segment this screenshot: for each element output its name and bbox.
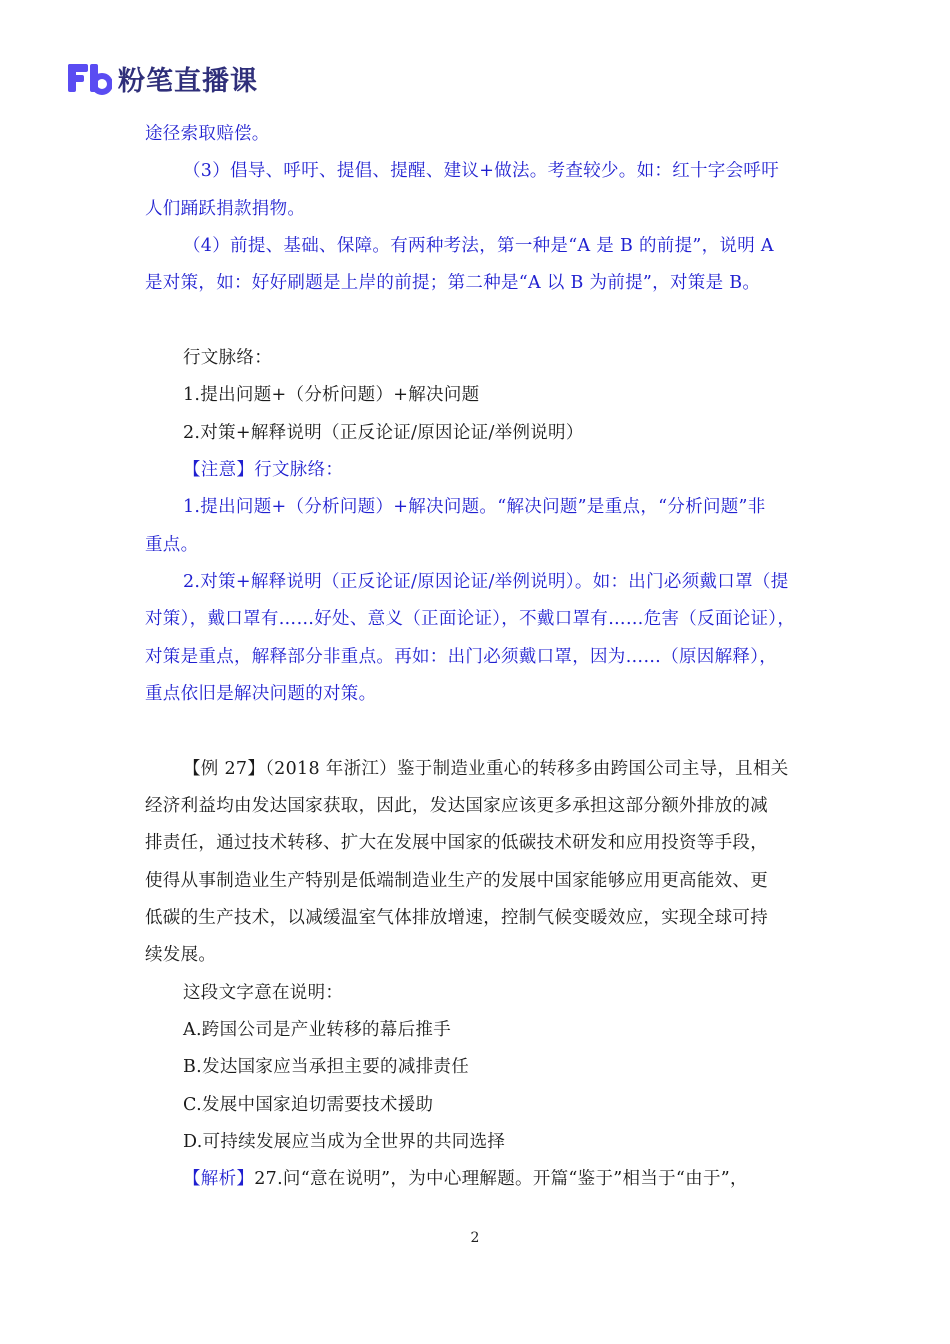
fb-logo-icon (66, 60, 112, 96)
text-line: 经济利益均由发达国家获取，因此，发达国家应该更多承担这部分额外排放的减 (145, 796, 768, 816)
brand-name: 粉笔直播课 (118, 65, 258, 97)
option-c: C.发展中国家迫切需要技术援助 (183, 1095, 434, 1115)
page-number: 2 (470, 1230, 480, 1246)
example-heading: 【例 27】（2018 年浙江）鉴于制造业重心的转移多由跨国公司主导，且相关 (183, 759, 789, 779)
text-line: 排责任，通过技术转移、扩大在发展中国家的低碳技术研发和应用投资等手段， (145, 833, 768, 853)
text-line: 低碳的生产技术，以减缓温室气体排放增速，控制气候变暖效应，实现全球可持 (145, 908, 768, 928)
text-line: （4）前提、基础、保障。有两种考法，第一种是“A 是 B 的前提”，说明 A (183, 236, 774, 256)
text-line: 使得从事制造业生产特别是低端制造业生产的发展中国家能够应用更高能效、更 (145, 871, 768, 891)
text-line: 人们踊跃捐款捐物。 (145, 199, 306, 219)
note-heading: 【注意】行文脉络： (183, 460, 344, 480)
text-line: 2.对策+解释说明（正反论证/原因论证/举例说明） (183, 423, 584, 443)
option-b: B.发达国家应当承担主要的减排责任 (183, 1057, 470, 1077)
text-line: 1.提出问题+（分析问题）+解决问题。“解决问题”是重点，“分析问题”非 (183, 497, 766, 517)
text-line: 对策），戴口罩有……好处、意义（正面论证），不戴口罩有……危害（反面论证）， (145, 609, 796, 629)
text-line: 续发展。 (145, 945, 217, 965)
text-line: 行文脉络： (183, 348, 272, 368)
analysis-text: 27.问“意在说明”，为中心理解题。开篇“鉴于”相当于“由于”， (254, 1169, 748, 1189)
text-line: 1.提出问题+（分析问题）+解决问题 (183, 385, 480, 405)
text-line: 重点。 (145, 535, 199, 555)
text-line: （3）倡导、呼吁、提倡、提醒、建议+做法。考查较少。如：红十字会呼吁 (183, 161, 779, 181)
question-stem: 这段文字意在说明： (183, 983, 344, 1003)
text-line: 是对策，如：好好刷题是上岸的前提；第二种是“A 以 B 为前提”，对策是 B。 (145, 273, 761, 293)
text-line: 对策是重点，解释部分非重点。再如：出门必须戴口罩，因为……（原因解释）， (145, 647, 778, 667)
option-d: D.可持续发展应当成为全世界的共同选择 (183, 1132, 506, 1152)
brand-logo (66, 58, 258, 98)
text-line: 重点依旧是解决问题的对策。 (145, 684, 377, 704)
text-line: 途径索取赔偿。 (145, 124, 270, 144)
analysis-label: 【解析】 (183, 1169, 255, 1189)
text-line: 2.对策+解释说明（正反论证/原因论证/举例说明）。如：出门必须戴口罩（提 (183, 572, 789, 592)
option-a: A.跨国公司是产业转移的幕后推手 (183, 1020, 451, 1040)
analysis-line (183, 1167, 748, 1191)
